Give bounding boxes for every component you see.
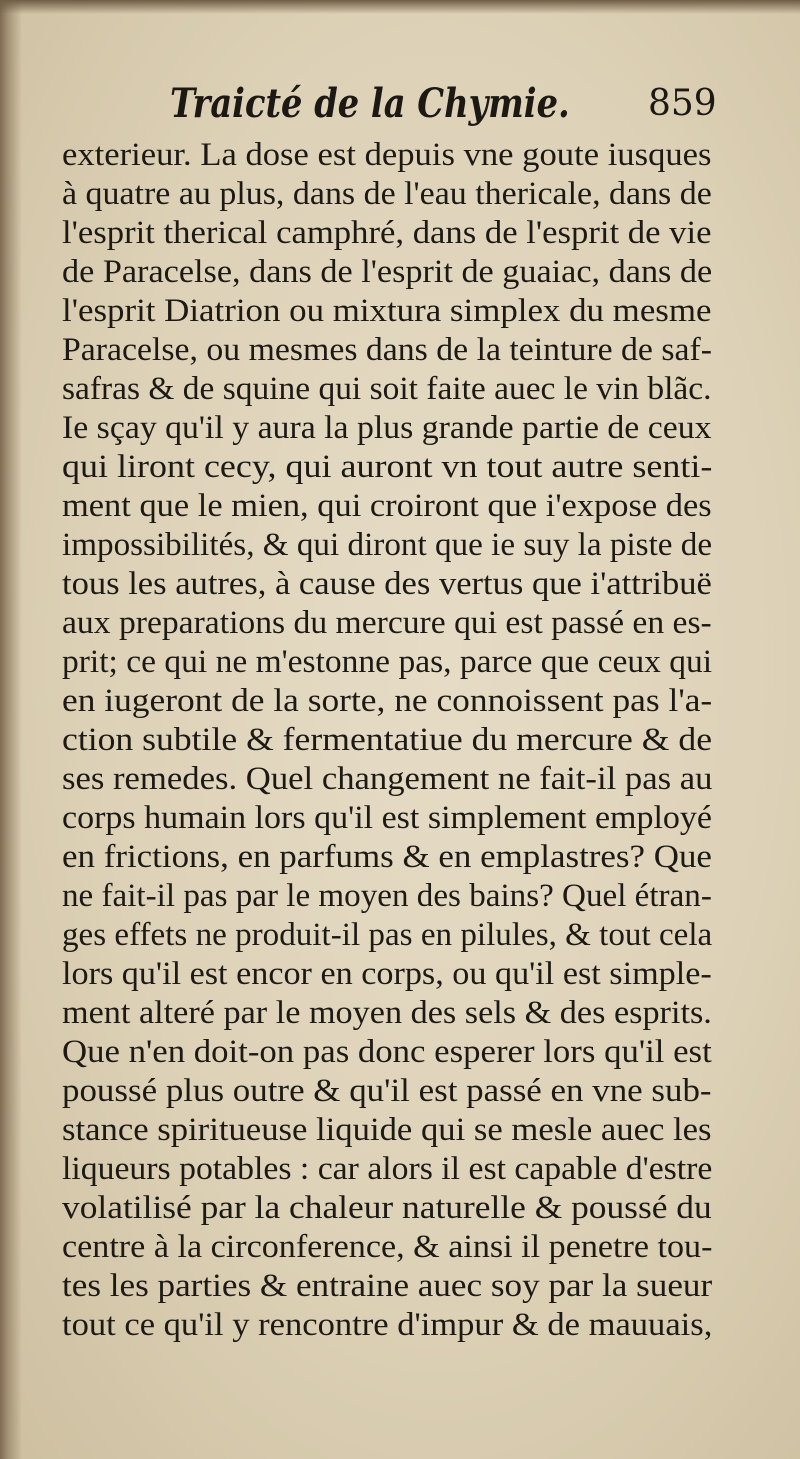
text-line: à quatre au plus, dans de l'eau thericale, dans de [62, 176, 712, 212]
text-line: lors qu'il est encor en corps, ou qu'il est simple- [62, 956, 712, 992]
text-line: en iugeront de la sorte, ne connoissent pas l'a- [62, 683, 713, 719]
text-line: ges effets ne produit-il pas en pilules, & tout cela [62, 917, 713, 953]
text-line: ment alteré par le moyen des sels & des esprits. [62, 995, 712, 1031]
text-line: corps humain lors qu'il est simplement employé [62, 800, 713, 836]
page-gutter-shadow [0, 0, 22, 1459]
text-line: Que n'en doit-on pas donc esperer lors qu'il est [62, 1034, 712, 1070]
text-line: centre à la circonference, & ainsi il penetre tou- [62, 1229, 713, 1265]
text-line: Paracelse, ou mesmes dans de la teinture de saf- [62, 332, 713, 368]
page-top-edge-shadow [0, 0, 800, 14]
text-line: aux preparations du mercure qui est passé en es- [62, 605, 712, 641]
text-line: de Paracelse, dans de l'esprit de guaiac, dans de [62, 254, 713, 290]
text-line: prit; ce qui ne m'estonne pas, parce que ceux qui [62, 644, 713, 680]
text-line: ment que le mien, qui croiront que i'expose des [62, 488, 712, 524]
text-line: ses remedes. Quel changement ne fait-il pas au [62, 761, 713, 797]
page-number: 859 [648, 83, 717, 124]
text-line: l'esprit therical camphré, dans de l'esprit de vie [62, 215, 712, 251]
text-line: ne fait-il pas par le moyen des bains? Quel étran- [62, 878, 712, 914]
text-line: tous les autres, à cause des vertus que i'attribuë [62, 566, 712, 602]
text-line: en frictions, en parfums & en emplastres? Que [62, 839, 712, 875]
text-line: l'esprit Diatrion ou mixtura simplex du mesme [62, 293, 712, 329]
page-header [0, 74, 800, 134]
text-line: stance spiritueuse liquide qui se mesle auec les [62, 1112, 712, 1148]
text-line: volatilisé par la chaleur naturelle & poussé du [62, 1190, 712, 1226]
text-line: qui liront cecy, qui auront vn tout autre senti- [62, 449, 713, 485]
text-line: liqueurs potables : car alors il est capable d'estre [62, 1151, 713, 1187]
text-line: tout ce qu'il y rencontre d'impur & de mauuais, [62, 1307, 713, 1343]
text-line: poussé plus outre & qu'il est passé en vne sub- [62, 1073, 712, 1109]
text-line: safras & de squine qui soit faite auec le vin blãc. [62, 371, 712, 407]
text-line: exterieur. La dose est depuis vne goute iusques [62, 137, 712, 173]
text-line: impossibilités, & qui diront que ie suy la piste de [62, 527, 713, 563]
text-line: Ie sçay qu'il y aura la plus grande partie de ceux [62, 410, 712, 446]
running-title: Traicté de la Chymie. [170, 80, 570, 127]
text-line: ction subtile & fermentatiue du mercure & de [62, 722, 713, 758]
text-line: tes les parties & entraine auec soy par la sueur [62, 1268, 713, 1304]
